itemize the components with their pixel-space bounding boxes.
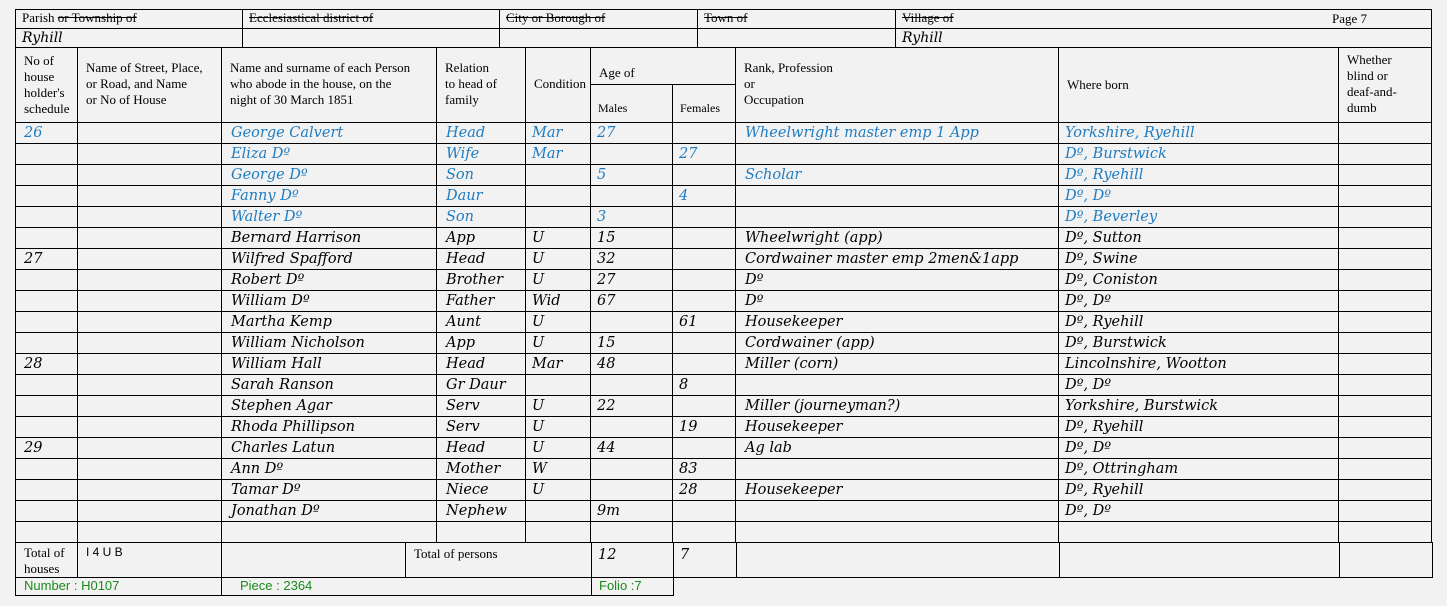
schedule-cell [16,165,78,186]
eccl-label: Ecclesiastical district of [243,10,500,29]
col-schedule-line: No of [24,53,54,68]
table-row [16,501,1432,522]
street-cell [78,333,222,354]
table-row [16,207,1432,228]
col-born: Where born [1059,48,1339,123]
occupation-cell: Dº [736,270,1059,291]
relation-cell: App [437,333,526,354]
females-age: 28 [673,480,736,501]
males-age [591,459,673,480]
table-row [16,480,1432,501]
birthplace-cell: Dº, Dº [1059,291,1339,312]
col-rank-line: or [744,76,755,91]
condition-cell: U [526,333,591,354]
village-label: Village of [902,10,954,25]
schedule-cell [16,186,78,207]
col-blind-line: deaf-and- [1347,84,1397,99]
col-relation-line: to head of [445,76,497,91]
schedule-cell [16,480,78,501]
table-row [16,438,1432,459]
table-row [16,123,1432,144]
street-cell [78,375,222,396]
street-cell [78,270,222,291]
person-name: George Dº [222,165,437,186]
person-name: Stephen Agar [222,396,437,417]
blind-cell [1339,480,1432,501]
males-age [591,375,673,396]
relation-cell: Mother [437,459,526,480]
blind-cell [1339,396,1432,417]
blind-cell [1339,123,1432,144]
col-schedule [16,48,78,123]
relation-cell: Serv [437,396,526,417]
table-row [16,228,1432,249]
table-row [16,270,1432,291]
birthplace-cell: Dº, Dº [1059,186,1339,207]
table-row [16,144,1432,165]
blind-cell [1339,207,1432,228]
relation-cell: Nephew [437,501,526,522]
village-value: Ryhill [896,29,1432,48]
col-street [78,48,222,123]
person-name: Rhoda Phillipson [222,417,437,438]
condition-cell: Mar [526,354,591,375]
person-name: Martha Kemp [222,312,437,333]
relation-cell: Wife [437,144,526,165]
females-age [673,354,736,375]
table-row-blank [16,522,1432,543]
reference-folio: Folio :7 [592,578,674,596]
occupation-cell [736,144,1059,165]
person-name: Charles Latun [222,438,437,459]
relation-cell: Gr Daur [437,375,526,396]
street-cell [78,438,222,459]
relation-cell: Serv [437,417,526,438]
street-cell [78,417,222,438]
street-cell [78,501,222,522]
col-schedule-line: house [24,69,55,84]
relation-cell: Daur [437,186,526,207]
females-age [673,333,736,354]
totals-empty [222,543,406,578]
col-street-line: or No of House [86,92,167,107]
blind-cell [1339,333,1432,354]
males-age: 67 [591,291,673,312]
person-name: Eliza Dº [222,144,437,165]
relation-cell: Aunt [437,312,526,333]
birthplace-cell: Dº, Burstwick [1059,333,1339,354]
males-age: 44 [591,438,673,459]
schedule-cell [16,291,78,312]
col-rank-line: Rank, Profession [744,60,833,75]
person-name: Ann Dº [222,459,437,480]
birthplace-cell: Lincolnshire, Wootton [1059,354,1339,375]
condition-cell: Mar [526,144,591,165]
street-cell [78,354,222,375]
condition-cell: U [526,438,591,459]
schedule-cell [16,375,78,396]
males-age: 22 [591,396,673,417]
blind-cell [1339,459,1432,480]
col-name-line: Name and surname of each Person [230,60,411,75]
condition-cell: Wid [526,291,591,312]
birthplace-cell: Dº, Dº [1059,375,1339,396]
census-sheet [15,9,1431,596]
occupation-cell: Wheelwright (app) [736,228,1059,249]
occupation-cell: Housekeeper [736,312,1059,333]
males-age: 32 [591,249,673,270]
schedule-cell [16,501,78,522]
schedule-cell: 27 [16,249,78,270]
blind-cell [1339,186,1432,207]
occupation-cell: Housekeeper [736,480,1059,501]
males-age [591,480,673,501]
schedule-cell [16,459,78,480]
schedule-cell [16,417,78,438]
females-age [673,501,736,522]
person-name: Fanny Dº [222,186,437,207]
condition-cell [526,501,591,522]
condition-cell: W [526,459,591,480]
table-row [16,291,1432,312]
condition-cell: U [526,480,591,501]
blind-cell [1339,375,1432,396]
relation-cell: Head [437,354,526,375]
birthplace-cell: Dº, Ryehill [1059,312,1339,333]
street-cell [78,291,222,312]
blind-cell [1339,501,1432,522]
birthplace-cell: Dº, Coniston [1059,270,1339,291]
total-houses-label [16,543,78,578]
females-age: 61 [673,312,736,333]
relation-cell: Son [437,165,526,186]
blind-cell [1339,144,1432,165]
birthplace-cell: Dº, Swine [1059,249,1339,270]
table-row [16,417,1432,438]
schedule-cell [16,270,78,291]
street-cell [78,144,222,165]
relation-cell: Brother [437,270,526,291]
census-table [15,47,1432,543]
person-name: Bernard Harrison [222,228,437,249]
females-age [673,396,736,417]
col-street-line: or Road, and Name [86,76,188,91]
occupation-cell [736,501,1059,522]
schedule-cell [16,396,78,417]
females-age [673,291,736,312]
condition-cell: U [526,396,591,417]
condition-cell: U [526,249,591,270]
relation-cell: Head [437,438,526,459]
occupation-cell: Housekeeper [736,417,1059,438]
relation-cell: Son [437,207,526,228]
males-age: 3 [591,207,673,228]
relation-cell: Head [437,123,526,144]
table-row [16,186,1432,207]
reference-number: Number : H0107 [16,578,222,596]
schedule-cell: 28 [16,354,78,375]
town-value [698,29,896,48]
females-age [673,228,736,249]
relation-cell: App [437,228,526,249]
parish-value: Ryhill [16,29,243,48]
schedule-cell [16,144,78,165]
birthplace-cell: Dº, Ryehill [1059,417,1339,438]
col-relation [437,48,526,123]
blind-cell [1339,249,1432,270]
city-label: City or Borough of [500,10,698,29]
street-cell [78,249,222,270]
occupation-cell [736,375,1059,396]
condition-cell: U [526,228,591,249]
village-label-cell [896,10,1432,29]
census-rows [16,123,1432,522]
table-row [16,459,1432,480]
blind-cell [1339,417,1432,438]
total-houses-value: I 4 U B [78,543,222,578]
males-age [591,417,673,438]
street-cell [78,165,222,186]
reference-piece: Piece : 2364 [222,578,592,596]
person-name: William Hall [222,354,437,375]
col-females: Females [673,85,736,123]
street-cell [78,480,222,501]
person-name: George Calvert [222,123,437,144]
females-age: 8 [673,375,736,396]
total-females: 7 [674,543,737,578]
total-houses-line: houses [24,561,60,576]
blind-cell [1339,312,1432,333]
relation-cell: Head [437,249,526,270]
birthplace-cell: Dº, Ottringham [1059,459,1339,480]
females-age [673,123,736,144]
blind-cell [1339,438,1432,459]
occupation-cell: Cordwainer master emp 2men&1app [736,249,1059,270]
condition-cell [526,207,591,228]
parish-label: Parish or Township of [16,10,243,29]
birthplace-cell: Dº, Ryehill [1059,480,1339,501]
birthplace-cell: Dº, Beverley [1059,207,1339,228]
blind-cell [1339,165,1432,186]
street-cell [78,228,222,249]
street-cell [78,186,222,207]
totals-empty [737,543,1060,578]
col-rank [736,48,1059,123]
birthplace-cell: Dº, Dº [1059,438,1339,459]
person-name: Jonathan Dº [222,501,437,522]
females-age [673,270,736,291]
males-age [591,186,673,207]
reference-table [15,577,674,596]
condition-cell [526,186,591,207]
schedule-cell [16,207,78,228]
col-schedule-line: schedule [24,101,70,116]
males-age [591,312,673,333]
occupation-cell: Miller (corn) [736,354,1059,375]
table-row [16,312,1432,333]
totals-empty [1060,543,1340,578]
person-name: Sarah Ranson [222,375,437,396]
table-row [16,165,1432,186]
header-table [15,9,1432,48]
col-name-line: who abode in the house, on the [230,76,392,91]
occupation-cell: Dº [736,291,1059,312]
total-persons-label: Total of persons [406,543,592,578]
males-age: 15 [591,333,673,354]
table-row [16,375,1432,396]
totals-table [15,542,1433,578]
town-label: Town of [698,10,896,29]
col-blind [1339,48,1432,123]
birthplace-cell: Yorkshire, Ryehill [1059,123,1339,144]
schedule-cell [16,228,78,249]
males-age: 9m [591,501,673,522]
females-age: 4 [673,186,736,207]
females-age: 27 [673,144,736,165]
col-street-line: Name of Street, Place, [86,60,203,75]
col-relation-line: Relation [445,60,490,75]
col-blind-line: blind or [1347,68,1388,83]
table-row [16,396,1432,417]
person-name: William Nicholson [222,333,437,354]
blind-cell [1339,354,1432,375]
relation-cell: Niece [437,480,526,501]
males-age: 48 [591,354,673,375]
condition-cell: U [526,270,591,291]
males-age: 27 [591,123,673,144]
col-males: Males [591,85,673,123]
schedule-cell [16,312,78,333]
total-houses-line: Total of [24,545,65,560]
males-age: 27 [591,270,673,291]
col-condition: Condition [526,48,591,123]
schedule-cell: 29 [16,438,78,459]
birthplace-cell: Dº, Dº [1059,501,1339,522]
schedule-cell: 26 [16,123,78,144]
street-cell [78,459,222,480]
condition-cell: U [526,312,591,333]
street-cell [78,312,222,333]
table-row [16,249,1432,270]
table-row [16,354,1432,375]
females-age: 83 [673,459,736,480]
condition-cell [526,165,591,186]
col-age-of: Age of [591,48,736,85]
males-age: 15 [591,228,673,249]
females-age [673,207,736,228]
females-age [673,438,736,459]
street-cell [78,207,222,228]
schedule-cell [16,333,78,354]
blind-cell [1339,270,1432,291]
person-name: Robert Dº [222,270,437,291]
col-name [222,48,437,123]
condition-cell: Mar [526,123,591,144]
occupation-cell: Scholar [736,165,1059,186]
males-age [591,144,673,165]
occupation-cell: Cordwainer (app) [736,333,1059,354]
col-name-line: night of 30 March 1851 [230,92,354,107]
city-value [500,29,698,48]
person-name: William Dº [222,291,437,312]
col-blind-line: Whether [1347,52,1392,67]
birthplace-cell: Dº, Ryehill [1059,165,1339,186]
blind-cell [1339,291,1432,312]
col-schedule-line: holder's [24,85,65,100]
page-number: Page 7 [1331,11,1367,26]
col-rank-line: Occupation [744,92,804,107]
females-age [673,249,736,270]
street-cell [78,123,222,144]
birthplace-cell: Dº, Sutton [1059,228,1339,249]
birthplace-cell: Dº, Burstwick [1059,144,1339,165]
occupation-cell [736,207,1059,228]
females-age [673,165,736,186]
occupation-cell [736,459,1059,480]
occupation-cell: Wheelwright master emp 1 App [736,123,1059,144]
person-name: Tamar Dº [222,480,437,501]
males-age: 5 [591,165,673,186]
eccl-value [243,29,500,48]
occupation-cell [736,186,1059,207]
person-name: Walter Dº [222,207,437,228]
females-age: 19 [673,417,736,438]
condition-cell: U [526,417,591,438]
blind-cell [1339,228,1432,249]
col-blind-line: dumb [1347,100,1377,115]
occupation-cell: Miller (journeyman?) [736,396,1059,417]
condition-cell [526,375,591,396]
totals-empty [1340,543,1433,578]
col-relation-line: family [445,92,479,107]
total-males: 12 [592,543,674,578]
birthplace-cell: Yorkshire, Burstwick [1059,396,1339,417]
relation-cell: Father [437,291,526,312]
table-row [16,333,1432,354]
occupation-cell: Ag lab [736,438,1059,459]
person-name: Wilfred Spafford [222,249,437,270]
street-cell [78,396,222,417]
